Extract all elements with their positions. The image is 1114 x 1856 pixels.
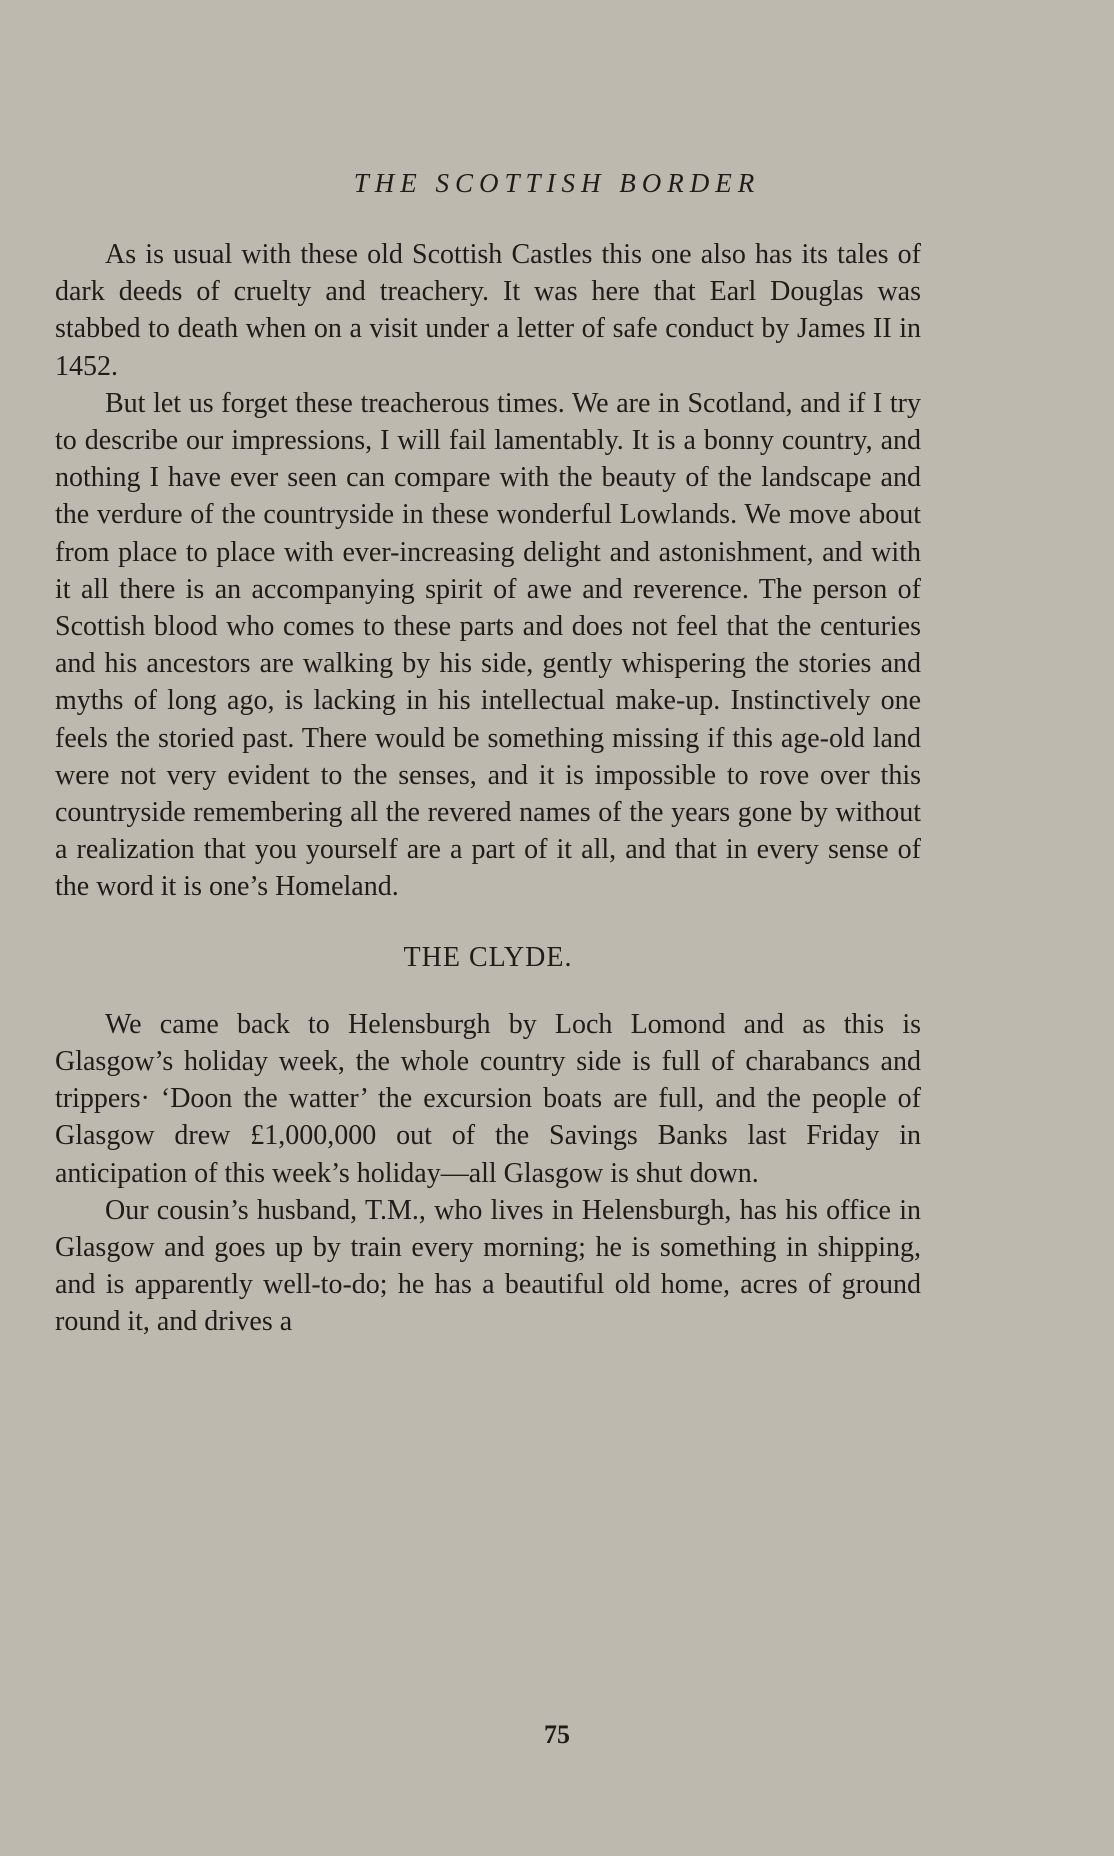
paragraph: Our cousin’s husband, T.M., who lives in Helensburgh, has his office in Glasgow and goes up by train every morning; he is something in shipping, and is apparently well-to-do; he has a beautiful old home, acres of ground round it, and drives a	[55, 1194, 921, 1338]
paragraph: But let us forget these treacherous times. We are in Scotland, and if I try to describe our impressions, I will fail lamentably. It is a bonny country, and nothing I have ever seen can compare with the beauty of the landscape and the verdure of the countryside in these wonderful Lowlands. We move about from place to place with ever-increasing delight and astonishment, and with it all there is an accompanying spirit of awe and reverence. The person of Scottish blood who comes to these parts and does not feel that the centuries and his ancestors are walking by his side, gently whispering the stories and myths of long ago, is lacking in his intellectual make-up. Instinctively one feels the storied past. There would be something missing if this age-old land were not very evident to the senses, and it is impossible to rove over this countryside remembering all the revered names of the years gone by without a realization that you yourself are a part of it all, and that in every sense of the word it is one’s Homeland.	[55, 387, 921, 903]
paragraph: We came back to Helensburgh by Loch Lomond and as this is Glasgow’s holiday week, the whole country side is full of charabancs and trippers· ‘Doon the watter’ the excursion boats are full, and the people of Glasgow drew £1,000,000 out of the Savings Banks last Friday in anticipation of this week’s holiday—all Glasgow is shut down.	[55, 1008, 921, 1189]
page-number: 75	[544, 1720, 570, 1749]
paragraph: As is usual with these old Scottish Castles this one also has its tales of dark deeds of cruelty and treachery. It was here that Earl Douglas was stabbed to death when on a visit under a letter of safe conduct by James II in 1452.	[55, 239, 921, 382]
running-head: THE SCOTTISH BORDER	[353, 168, 761, 198]
section-heading: THE CLYDE.	[403, 941, 573, 973]
text-block	[55, 236, 921, 1341]
